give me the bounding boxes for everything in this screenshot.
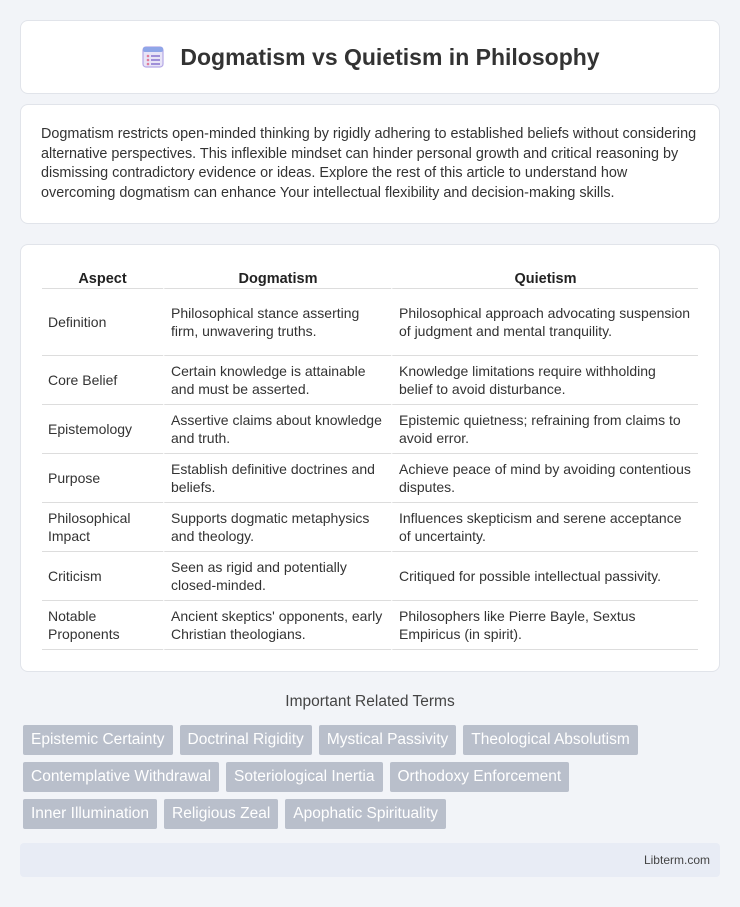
related-term-tag[interactable]: Inner Illumination xyxy=(23,799,157,829)
table-cell: Epistemology xyxy=(42,405,163,454)
table-row xyxy=(42,405,698,454)
table-cell: Supports dogmatic metaphysics and theology. xyxy=(163,503,391,552)
column-header: Dogmatism xyxy=(163,265,391,289)
table-cell: Critiqued for possible intellectual passivity. xyxy=(391,552,698,601)
table-row xyxy=(42,454,698,503)
table-cell: Epistemic quietness; refraining from claims to avoid error. xyxy=(391,405,698,454)
table-cell: Criticism xyxy=(42,552,163,601)
table-cell: Definition xyxy=(42,289,163,356)
column-header: Aspect xyxy=(42,265,163,289)
table-cell: Certain knowledge is attainable and must be asserted. xyxy=(163,356,391,405)
table-row xyxy=(42,289,698,356)
related-term-tag[interactable]: Apophatic Spirituality xyxy=(285,799,446,829)
tag-row xyxy=(23,799,723,829)
table-cell: Philosophical approach advocating suspension of judgment and mental tranquility. xyxy=(391,289,698,356)
table-cell: Achieve peace of mind by avoiding contentious disputes. xyxy=(391,454,698,503)
related-term-tag[interactable]: Mystical Passivity xyxy=(319,725,456,755)
related-term-tag[interactable]: Epistemic Certainty xyxy=(23,725,173,755)
comparison-table xyxy=(42,265,698,650)
table-cell: Purpose xyxy=(42,454,163,503)
header-card xyxy=(20,20,720,94)
table-cell: Philosophers like Pierre Bayle, Sextus Empiricus (in spirit). xyxy=(391,601,698,650)
intro-text: Dogmatism restricts open-minded thinking by rigidly adhering to established beliefs without considering alternative perspectives. This inflexible mindset can hinder personal growth and critical reasoning by dismissing contradictory evidence or ideas. Explore the rest of this article to understand how overcoming dogmatism can enhance Your intellectual flexibility and decision-making skills. xyxy=(41,126,697,201)
tag-row xyxy=(23,725,723,755)
table-cell: Notable Proponents xyxy=(42,601,163,650)
related-term-tag[interactable]: Religious Zeal xyxy=(164,799,278,829)
table-cell: Core Belief xyxy=(42,356,163,405)
table-cell: Ancient skeptics' opponents, early Christian theologians. xyxy=(163,601,391,650)
table-header-row xyxy=(42,265,698,289)
document-list-icon xyxy=(140,45,166,69)
table-row xyxy=(42,601,698,650)
table-cell: Seen as rigid and potentially closed-minded. xyxy=(163,552,391,601)
table-cell: Assertive claims about knowledge and truth. xyxy=(163,405,391,454)
table-cell: Influences skepticism and serene acceptance of uncertainty. xyxy=(391,503,698,552)
related-term-tag[interactable]: Doctrinal Rigidity xyxy=(180,725,312,755)
table-cell: Philosophical Impact xyxy=(42,503,163,552)
page-title: Dogmatism vs Quietism in Philosophy xyxy=(180,43,600,70)
column-header: Quietism xyxy=(391,265,698,289)
footer-site-link[interactable]: Libterm.com xyxy=(643,853,710,867)
related-term-tag[interactable]: Soteriological Inertia xyxy=(226,762,382,792)
comparison-table-card xyxy=(20,244,720,672)
table-row xyxy=(42,503,698,552)
intro-card xyxy=(20,104,720,224)
footer xyxy=(20,843,720,877)
table-row xyxy=(42,552,698,601)
table-cell: Establish definitive doctrines and beliefs. xyxy=(163,454,391,503)
tag-row xyxy=(23,762,723,792)
related-term-tag[interactable]: Orthodoxy Enforcement xyxy=(390,762,570,792)
related-term-tag[interactable]: Contemplative Withdrawal xyxy=(23,762,219,792)
related-term-tag[interactable]: Theological Absolutism xyxy=(463,725,638,755)
related-terms-title: Important Related Terms xyxy=(285,693,455,710)
table-cell: Knowledge limitations require withholding belief to avoid disturbance. xyxy=(391,356,698,405)
related-terms-list xyxy=(23,725,723,836)
table-row xyxy=(42,356,698,405)
table-cell: Philosophical stance asserting firm, unwavering truths. xyxy=(163,289,391,356)
